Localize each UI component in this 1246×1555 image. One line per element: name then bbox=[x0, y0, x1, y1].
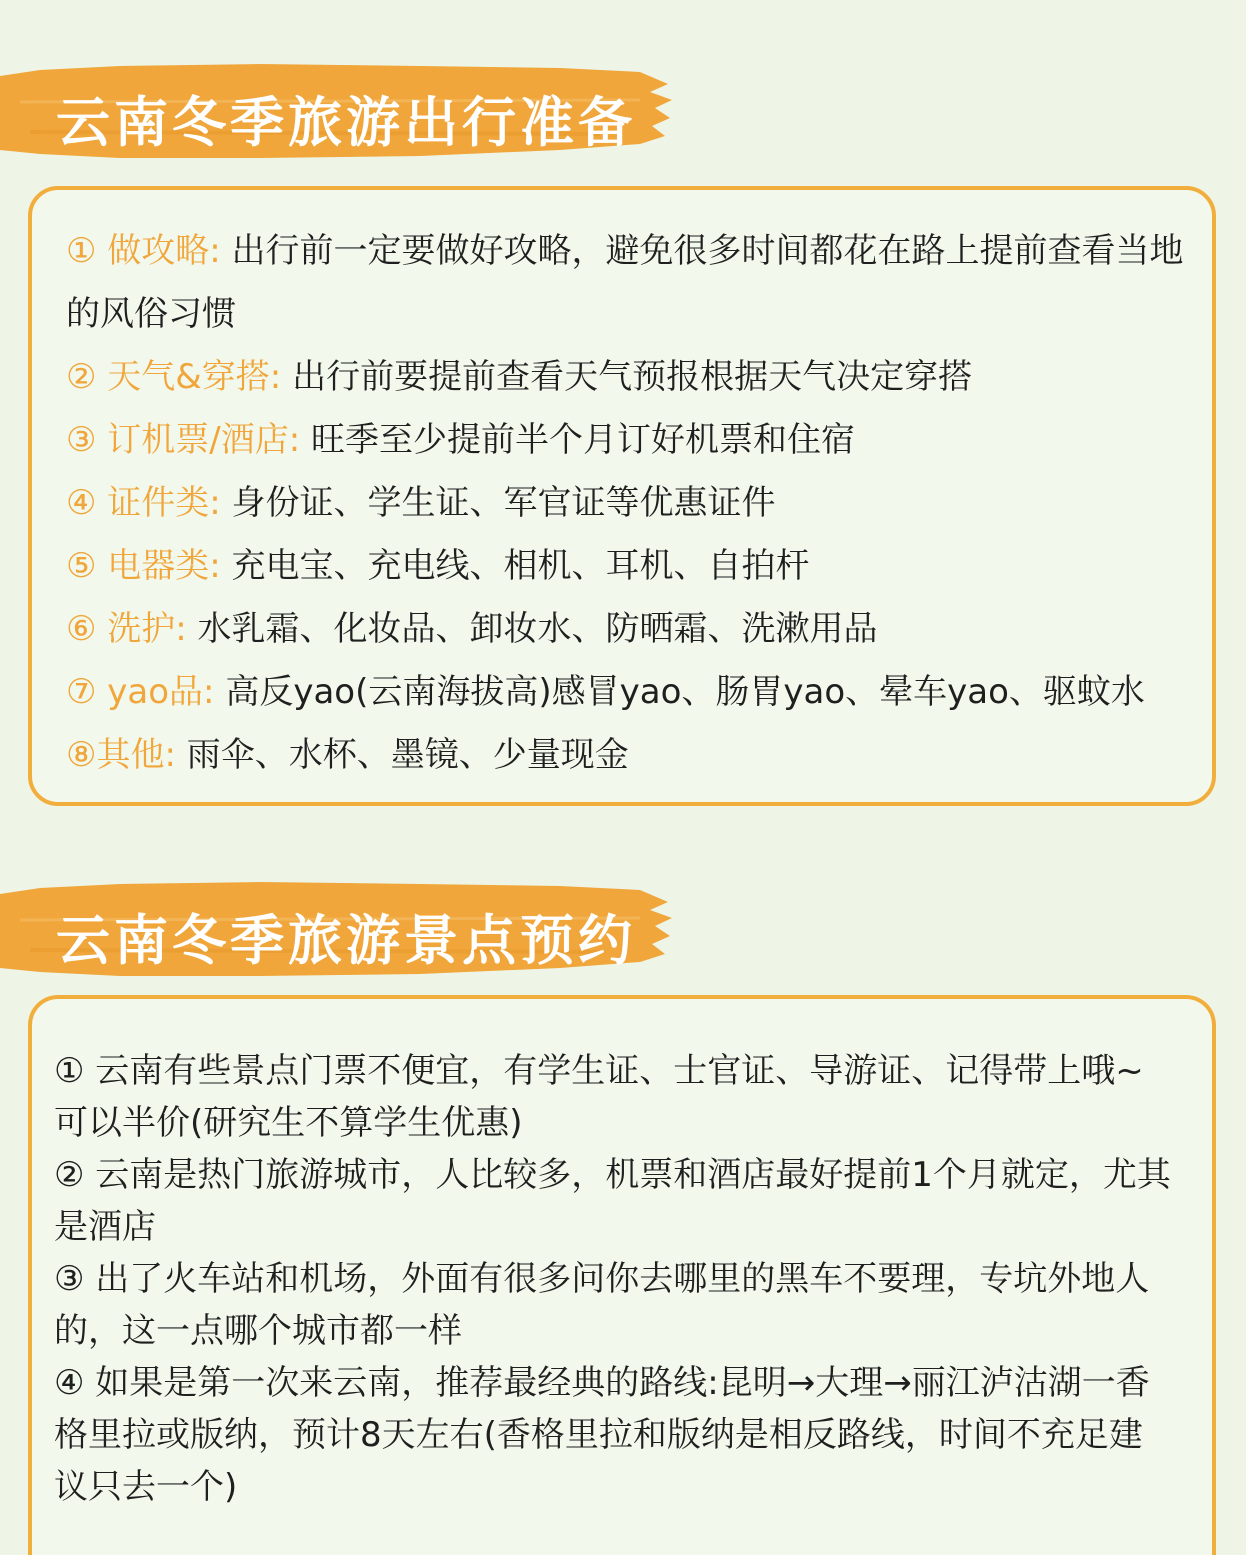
item-text: 身份证、学生证、军官证等优惠证件 bbox=[220, 483, 776, 523]
item-label: ① 做攻略: bbox=[66, 231, 221, 271]
item-text: 雨伞、水杯、墨镜、少量现金 bbox=[175, 735, 629, 775]
list-item: ① 云南有些景点门票不便宜，有学生证、士官证、导游证、记得带上哦~可以半价(研究生不算学生优惠) bbox=[54, 1051, 1144, 1143]
list-item bbox=[66, 724, 1216, 787]
item-text: 充电宝、充电线、相机、耳机、自拍杆 bbox=[220, 546, 810, 586]
reservation-list bbox=[54, 1045, 1174, 1513]
item-label: ⑤ 电器类: bbox=[66, 546, 221, 586]
section-banner-preparation bbox=[0, 62, 680, 162]
list-item: ④ 如果是第一次来云南，推荐最经典的路线:昆明→大理→丽江泸沽湖一香格里拉或版纳，预计8天左右(香格里拉和版纳是相反路线，时间不充足建议只去一个) bbox=[54, 1363, 1150, 1507]
item-text: 旺季至少提前半个月订好机票和住宿 bbox=[300, 420, 856, 460]
item-label: ② 天气&穿搭: bbox=[66, 357, 282, 397]
list-item bbox=[66, 661, 1216, 724]
list-item bbox=[66, 472, 1216, 535]
preparation-card bbox=[28, 186, 1216, 806]
section-title: 云南冬季旅游景点预约 bbox=[56, 909, 636, 972]
item-text: 出行前一定要做好攻略，避免很多时间都花在路上提前查看当地的风俗习惯 bbox=[66, 231, 1184, 334]
preparation-list bbox=[66, 220, 1216, 787]
list-item bbox=[66, 598, 1216, 661]
section-banner-reservation bbox=[0, 880, 680, 980]
item-label: ③ 订机票/酒店: bbox=[66, 420, 301, 460]
item-text: 出行前要提前查看天气预报根据天气决定穿搭 bbox=[281, 357, 973, 397]
item-label: ④ 证件类: bbox=[66, 483, 221, 523]
item-label: ⑥ 洗护: bbox=[66, 609, 187, 649]
list-item: ② 云南是热门旅游城市，人比较多，机票和酒店最好提前1个月就定，尤其是酒店 bbox=[54, 1155, 1171, 1247]
item-label: ⑦ yao品: bbox=[66, 672, 215, 712]
list-item: ③ 出了火车站和机场，外面有很多问你去哪里的黑车不要理，专坑外地人的，这一点哪个城市都一样 bbox=[54, 1259, 1150, 1351]
list-item bbox=[66, 535, 1216, 598]
item-label: ⑧其他: bbox=[66, 735, 176, 775]
item-text: 水乳霜、化妆品、卸妆水、防晒霜、洗漱用品 bbox=[186, 609, 878, 649]
list-item bbox=[66, 346, 1216, 409]
item-text: 高反yao(云南海拔高)感冒yao、肠胃yao、晕车yao、驱蚊水 bbox=[214, 672, 1145, 712]
list-item bbox=[66, 220, 1216, 346]
reservation-card bbox=[28, 995, 1216, 1555]
section-title: 云南冬季旅游出行准备 bbox=[56, 91, 636, 154]
list-item bbox=[66, 409, 1216, 472]
